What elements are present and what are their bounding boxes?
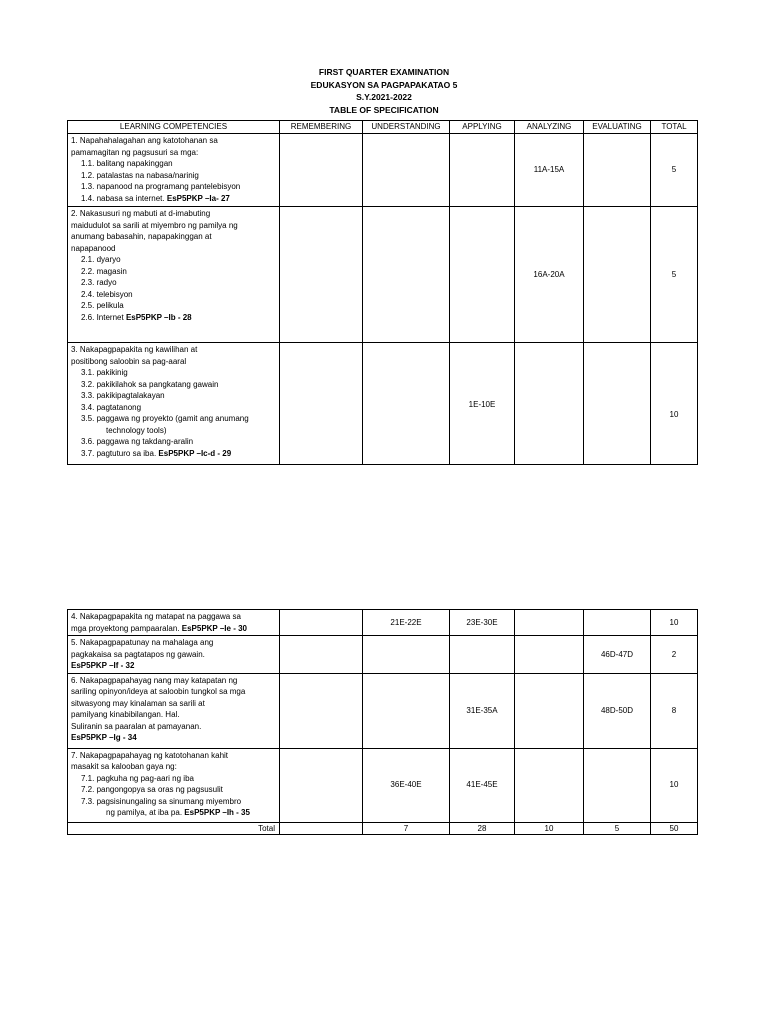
document-header [0, 66, 768, 116]
table-row [68, 343, 698, 465]
total-cell: 10 [651, 610, 698, 636]
total-cell: 10 [651, 343, 698, 465]
applying-cell: 31E-35A [450, 673, 515, 748]
table-row [68, 610, 698, 636]
understanding-cell [363, 343, 450, 465]
table-header-row [68, 121, 698, 134]
analyzing-cell [515, 636, 584, 674]
col-header-analyzing: ANALYZING [515, 121, 584, 134]
remembering-cell [280, 610, 363, 636]
col-header-competencies: LEARNING COMPETENCIES [68, 121, 280, 134]
competency-code: EsP5PKP –Ib - 28 [125, 312, 192, 322]
remembering-cell [280, 748, 363, 822]
total-cell: 8 [651, 673, 698, 748]
analyzing-cell [515, 748, 584, 822]
understanding-total: 7 [363, 822, 450, 835]
table-row [68, 636, 698, 674]
analyzing-total: 10 [515, 822, 584, 835]
applying-total: 28 [450, 822, 515, 835]
competency-cell: 4. Nakapagpapakita ng matapat na paggawa sa mga proyektong pampaaralan. EsP5PKP –Ie - 30 [68, 610, 280, 636]
applying-cell: 23E-30E [450, 610, 515, 636]
remembering-cell [280, 134, 363, 207]
evaluating-cell [584, 134, 651, 207]
evaluating-total: 5 [584, 822, 651, 835]
table-row [68, 748, 698, 822]
table-row [68, 134, 698, 207]
total-cell: 5 [651, 134, 698, 207]
evaluating-cell: 46D-47D [584, 636, 651, 674]
understanding-cell [363, 134, 450, 207]
analyzing-cell: 16A-20A [515, 207, 584, 343]
competency-code: EsP5PKP –Ia- 27 [166, 193, 230, 203]
evaluating-cell [584, 207, 651, 343]
applying-cell [450, 207, 515, 343]
remembering-cell [280, 636, 363, 674]
competency-code: EsP5PKP –Ih - 35 [184, 808, 250, 817]
col-header-total: TOTAL [651, 121, 698, 134]
remembering-cell [280, 207, 363, 343]
evaluating-cell [584, 610, 651, 636]
grand-total: 50 [651, 822, 698, 835]
school-year: S.Y.2021-2022 [356, 92, 412, 102]
competency-cell: 2. Nakasusuri ng mabuti at d-imabuting maidudulot sa sarili at miyembro ng pamilya ng anumang babasahin, napapakinggan at napapanood 2.1. dyaryo 2.2. magasin 2.3. radyo 2.4. telebisyon 2.5. pelikula 2.6. Internet EsP5PKP –Ib - 28 [68, 207, 280, 343]
analyzing-cell: 11A-15A [515, 134, 584, 207]
understanding-cell [363, 673, 450, 748]
competency-cell: 6. Nakapagpapahayag nang may katapatan ng sariling opinyon/ideya at saloobin tungkol sa mga sitwasyong may kinalaman sa sarili at pamilyang kinabibilangan. Hal. Suliranin sa paaralan at pamayanan. EsP5PKP –Ig - 34 [68, 673, 280, 748]
totals-label: Total [68, 822, 280, 835]
exam-title: FIRST QUARTER EXAMINATION [318, 67, 450, 77]
remembering-cell [280, 343, 363, 465]
analyzing-cell [515, 673, 584, 748]
competency-cell: 1. Napahahalagahan ang katotohanan sa pamamagitan ng pagsusuri sa mga: 1.1. balitang napakinggan 1.2. patalastas na nabasa/narinig 1.3. napanood na programang pantelebisyon 1.4. nabasa sa internet. EsP5PKP –Ia- 27 [68, 134, 280, 207]
col-header-applying: APPLYING [450, 121, 515, 134]
col-header-understanding: UNDERSTANDING [363, 121, 450, 134]
total-cell: 5 [651, 207, 698, 343]
understanding-cell [363, 636, 450, 674]
subject-title: EDUKASYON SA PAGPAPAKATAO 5 [310, 79, 458, 90]
remembering-total [280, 822, 363, 835]
competency-code: EsP5PKP –Ig - 34 [71, 733, 137, 742]
totals-row [68, 822, 698, 835]
remembering-cell [280, 673, 363, 748]
competency-code: EsP5PKP –If - 32 [71, 661, 135, 670]
understanding-cell: 21E-22E [363, 610, 450, 636]
competency-cell: 5. Nakapagpapatunay na mahalaga ang pagkakaisa sa pagtatapos ng gawain. EsP5PKP –If - 32 [68, 636, 280, 674]
table-row [68, 207, 698, 343]
applying-cell [450, 636, 515, 674]
competency-cell: 7. Nakapagpapahayag ng katotohanan kahit masakit sa kalooban gaya ng: 7.1. pagkuha ng pag-aari ng iba 7.2. pangongopya sa oras ng pagsusulit 7.3. pagsisinungaling sa sinumang miyembro ng pamilya, at iba pa. EsP5PKP –Ih - 35 [68, 748, 280, 822]
understanding-cell: 36E-40E [363, 748, 450, 822]
col-header-remembering: REMEMBERING [280, 121, 363, 134]
applying-cell [450, 134, 515, 207]
analyzing-cell [515, 343, 584, 465]
evaluating-cell [584, 748, 651, 822]
competency-code: EsP5PKP –Ie - 30 [181, 623, 247, 633]
understanding-cell [363, 207, 450, 343]
specification-table-part-2 [67, 609, 698, 835]
specification-table-part-1 [67, 120, 698, 465]
competency-cell: 3. Nakapagpapakita ng kawilihan at positibong saloobin sa pag-aaral 3.1. pakikinig 3.2. pakikilahok sa pangkatang gawain 3.3. pakikipagtalakayan 3.4. pagtatanong 3.5. paggawa ng proyekto (gamit ang anumang technology tools) 3.6. paggawa ng takdang-aralin 3.7. pagtuturo sa iba. EsP5PKP –Ic-d - 29 [68, 343, 280, 465]
evaluating-cell: 48D-50D [584, 673, 651, 748]
analyzing-cell [515, 610, 584, 636]
total-cell: 2 [651, 636, 698, 674]
total-cell: 10 [651, 748, 698, 822]
table-row [68, 673, 698, 748]
competency-code: EsP5PKP –Ic-d - 29 [158, 448, 232, 458]
applying-cell: 41E-45E [450, 748, 515, 822]
evaluating-cell [584, 343, 651, 465]
applying-cell: 1E-10E [450, 343, 515, 465]
col-header-evaluating: EVALUATING [584, 121, 651, 134]
document-title: TABLE OF SPECIFICATION [329, 104, 439, 115]
